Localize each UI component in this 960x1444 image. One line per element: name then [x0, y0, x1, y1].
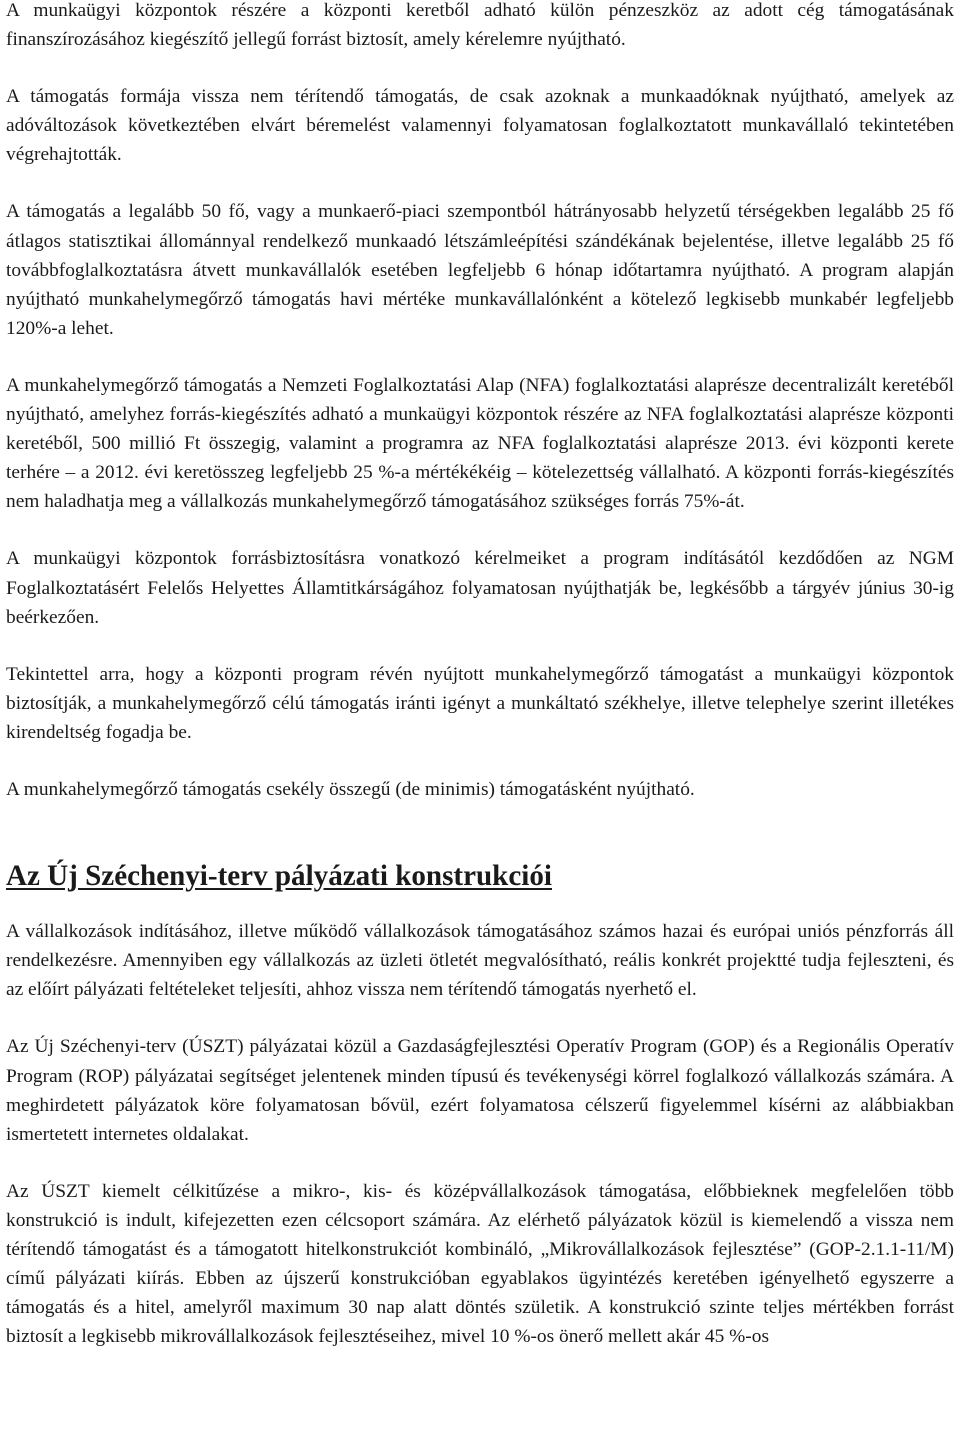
- paragraph-support-eligibility: A támogatás a legalább 50 fő, vagy a munkaerő-piaci szempontból hátrányosabb helyzetű térségekben legalább 25 fő átlagos statisztikai állománnyal rendelkező munkaadó létszámleépítési szándékának bejelentése, illetve legalább 25 fő továbbfoglalkoztatásra átvett munkavállalók esetében legfeljebb 6 hónap időtartamra nyújtható. A program alapján nyújtható munkahelymegőrző támogatás havi mértéke munkavállalónként a kötelező legkisebb munkabér legfeljebb 120%-a lehet.: [6, 201, 954, 339]
- paragraph-application-office: Tekintettel arra, hogy a központi program révén nyújtott munkahelymegőrző támogatást a munkaügyi központok biztosítják, a munkahelymegőrző célú támogatás iránti igényt a munkáltató székhelye, illetve telephelye szerint illetékes kirendeltség fogadja be.: [6, 663, 954, 743]
- document-page: [6, 0, 954, 1379]
- section-heading: Az Új Széchenyi-terv pályázati konstrukciói: [6, 860, 552, 893]
- paragraph-nfa-funding: A munkahelymegőrző támogatás a Nemzeti Foglalkoztatási Alap (NFA) foglalkoztatási alaprésze decentralizált keretéből nyújtható, amelyhez forrás-kiegészítés adható a munkaügyi központok részére az NFA foglalkoztatási alaprésze központi keretéből, 500 millió Ft összegig, valamint a programra az NFA foglalkoztatási alaprésze 2013. évi központi kerete terhére – a 2012. évi keretösszeg legfeljebb 25 %-a mértékékéig – kötelezettség vállalható. A központi forrás-kiegészítés nem haladhatja meg a vállalkozás munkahelymegőrző támogatásához szükséges forrás 75%-át.: [6, 374, 954, 513]
- paragraph-support-funding: A munkaügyi központok részére a központi keretből adható külön pénzeszköz az adott cég támogatásának finanszírozásához kiegészítő jellegű forrást biztosít, amely kérelemre nyújtható.: [6, 0, 954, 51]
- paragraph-uszt-goals: Az ÚSZT kiemelt célkitűzése a mikro-, kis- és középvállalkozások támogatása, előbbieknek megfelelően több konstrukció is indult, kifejezetten ezen célcsoport számára. Az elérhető pályázatok közül is kiemelendő a vissza nem térítendő támogatást és a támogatott hitelkonstrukciót kombináló, „Mikrovállalkozások fejlesztése” (GOP-2.1.1-11/M) című pályázati kiírás. Ebben az újszerű konstrukcióban egyablakos ügyintézés keretében igényelhető egyszerre a támogatás és a hitel, amelyről maximum 30 nap alatt döntés születik. A konstrukció szinte teljes mértékben forrást biztosít a legkisebb mikrovállalkozások fejlesztéseihez, mivel 10 %-os önerő mellett akár 45 %-os: [6, 1180, 954, 1348]
- paragraph-funding-sources: A vállalkozások indításához, illetve működő vállalkozások támogatásához számos hazai és európai uniós pénzforrás áll rendelkezésre. Amennyiben egy vállalkozás az üzleti ötletét megvalósítható, reális konkrét projektté tudja fejleszteni, és az előírt pályázati feltételeket teljesíti, ahhoz vissza nem térítendő támogatás nyerhető el.: [6, 921, 954, 1001]
- paragraph-uszt-programs: Az Új Széchenyi-terv (ÚSZT) pályázatai közül a Gazdaságfejlesztési Operatív Program (GOP) és a Regionális Operatív Program (ROP) pályázatai segítséget jelentenek minden típusú és tevékenységi körrel foglalkozó vállalkozás számára. A meghirdetett pályázatok köre folyamatosan bővül, ezért folyamatosa célszerű figyelemmel kísérni az alábbiakban ismertetett internetes oldalakat.: [6, 1036, 954, 1145]
- paragraph-de-minimis: A munkahelymegőrző támogatás csekély összegű (de minimis) támogatásként nyújtható.: [6, 778, 695, 800]
- paragraph-application-deadline: A munkaügyi központok forrásbiztosításra vonatkozó kérelmeiket a program indításától kezdődően az NGM Foglalkoztatásért Felelős Helyettes Államtitkárságához folyamatosan nyújthatják be, legkésőbb a tárgyév június 30-ig beérkezően.: [6, 548, 954, 628]
- paragraph-support-form: A támogatás formája vissza nem térítendő támogatás, de csak azoknak a munkaadóknak nyújtható, amelyek az adóváltozások következtében elvárt béremelést valamennyi folyamatosan foglalkoztatott munkavállaló tekintetében végrehajtották.: [6, 86, 954, 166]
